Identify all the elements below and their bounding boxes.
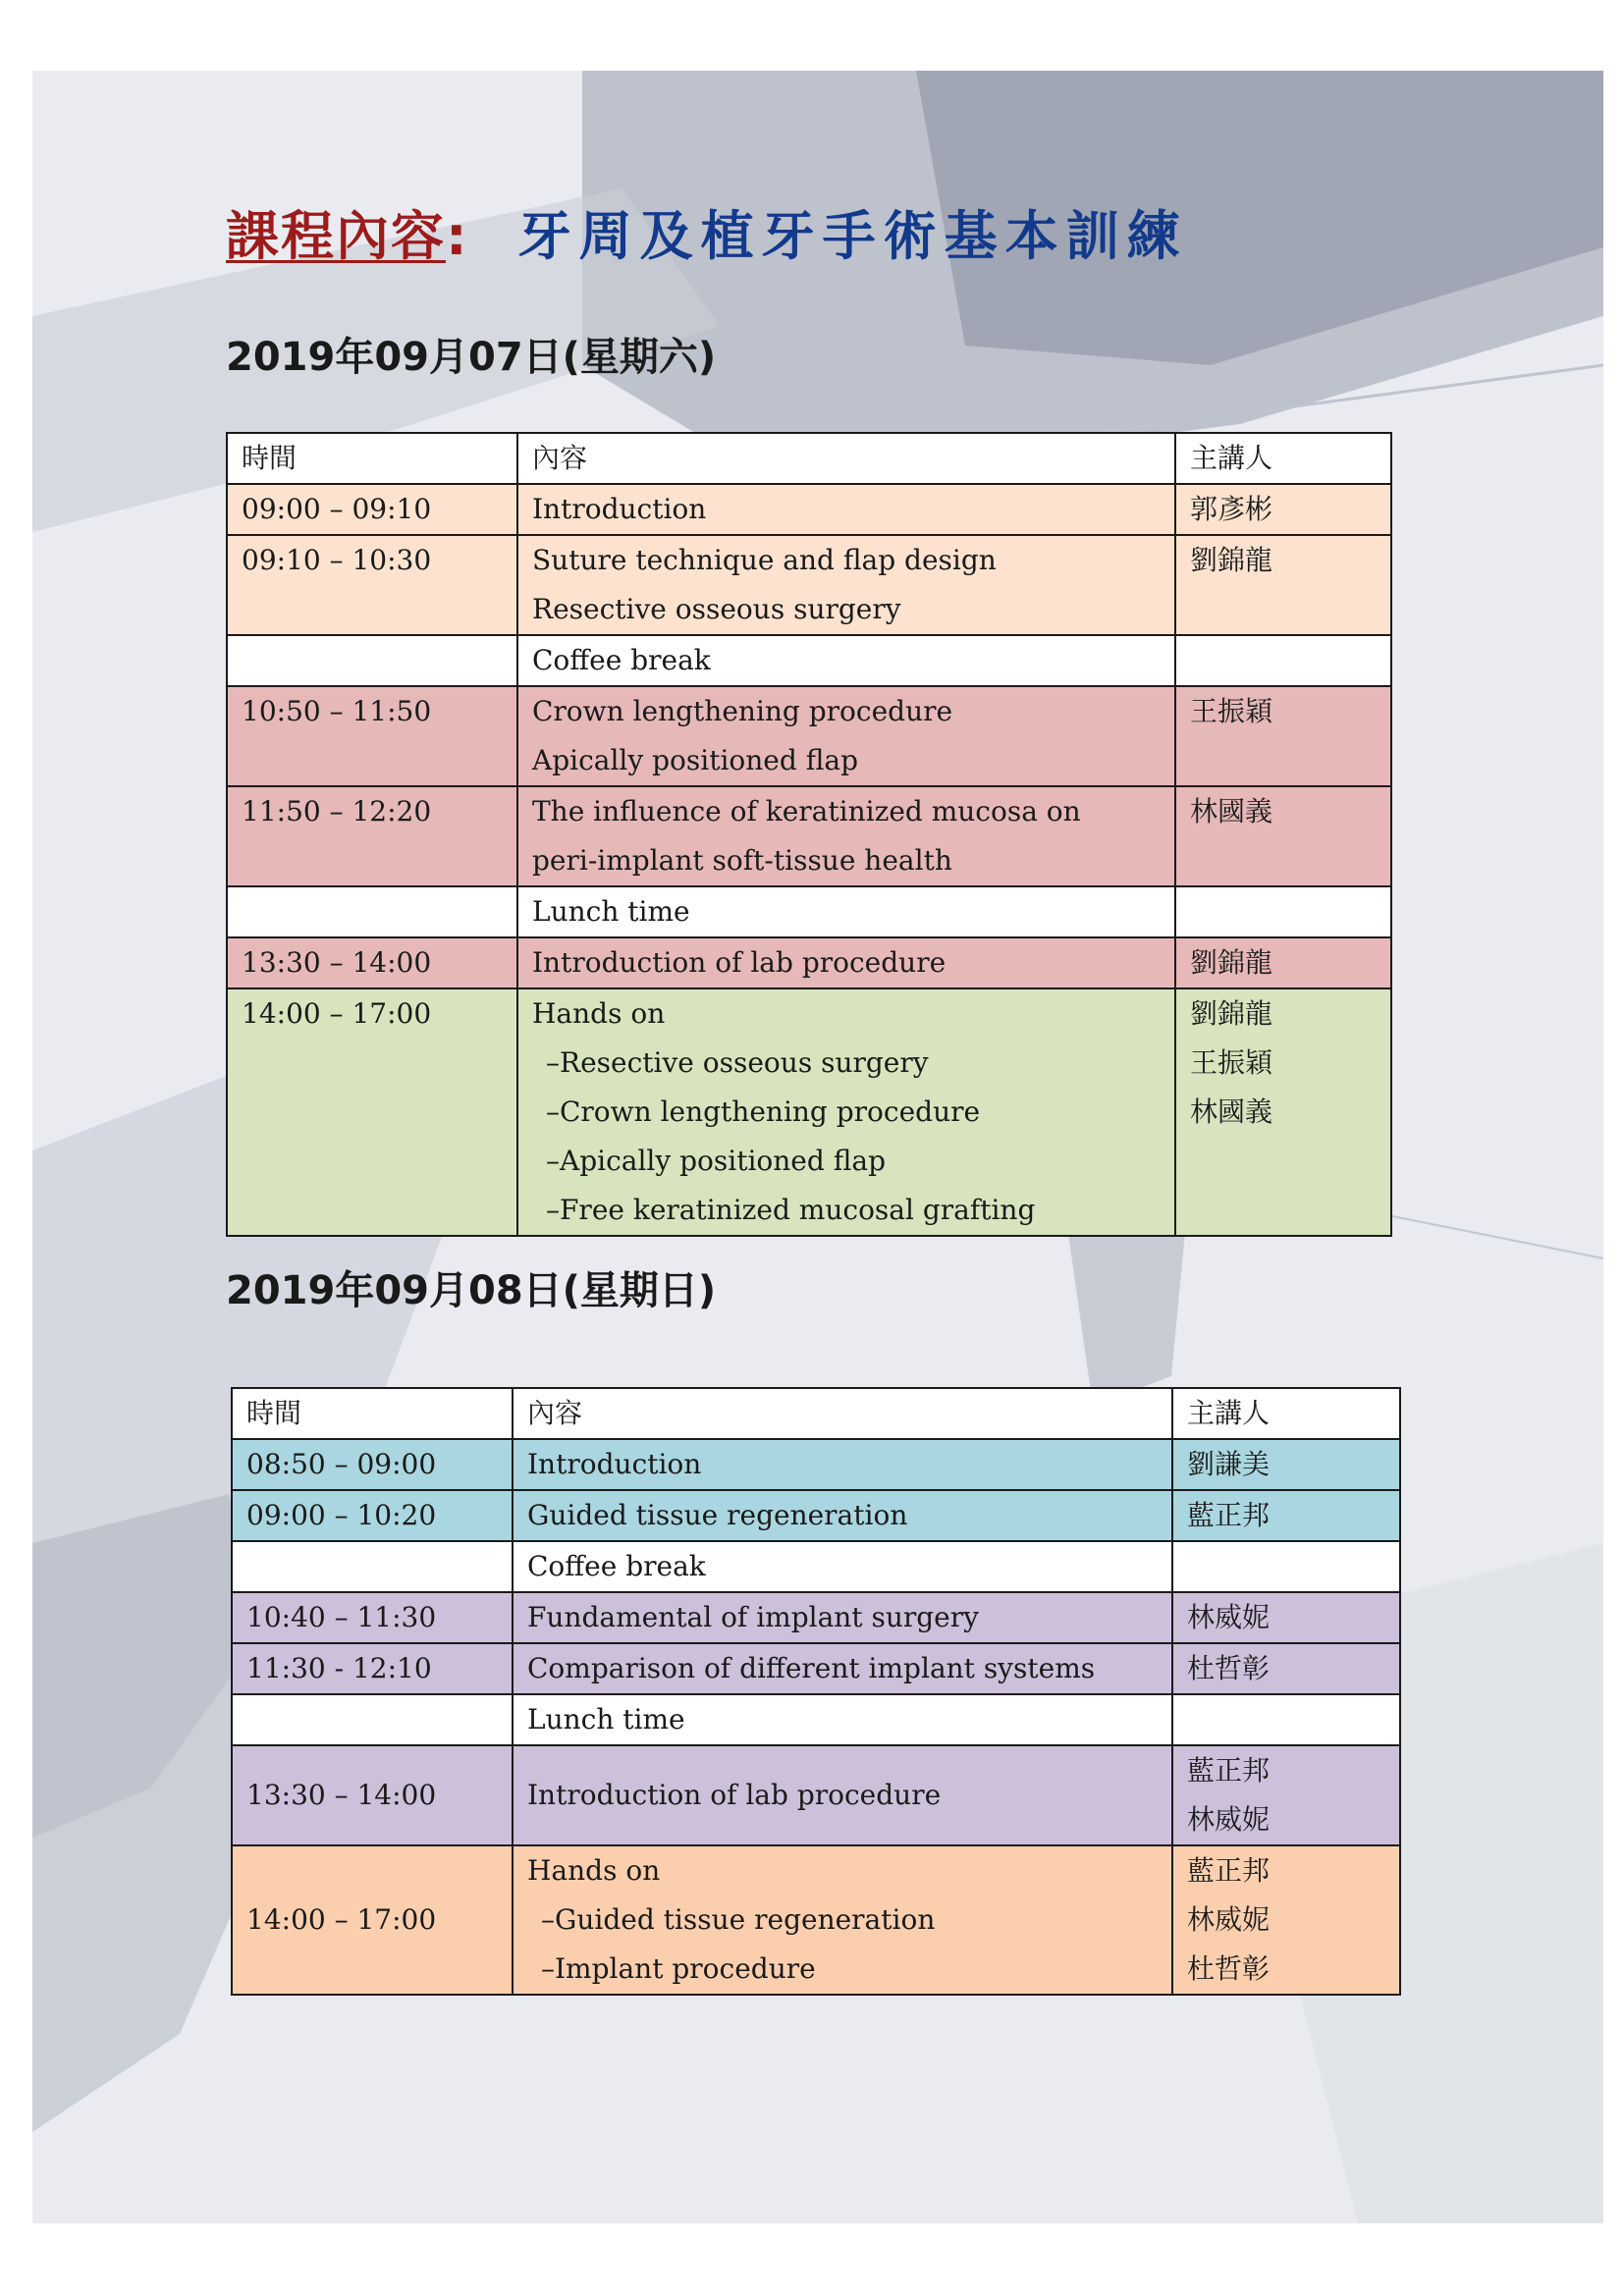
content-cell: [517, 686, 1175, 786]
speaker-name: 藍正邦: [1187, 1499, 1271, 1531]
speaker-name: 林威妮: [1187, 1803, 1271, 1836]
speaker-name: 劉錦龍: [1190, 997, 1273, 1030]
time-cell: [232, 1694, 513, 1745]
time-cell: 08:50 – 09:00: [232, 1439, 513, 1490]
speaker-name: 林威妮: [1187, 1601, 1271, 1633]
time-cell: 11:50 – 12:20: [227, 786, 517, 886]
content-line: –Free keratinized mucosal grafting: [546, 1194, 1036, 1226]
table-row: [232, 1439, 1400, 1490]
header-content: 內容: [517, 433, 1175, 484]
content-cell: [513, 1439, 1172, 1490]
time-cell: [232, 1541, 513, 1592]
content-line: –Apically positioned flap: [546, 1145, 886, 1177]
table-row: [232, 1643, 1400, 1694]
content-cell: [513, 1541, 1172, 1592]
course-title: [226, 194, 1188, 267]
content-line: The influence of keratinized mucosa on: [532, 795, 1081, 828]
speaker-cell: [1172, 1694, 1400, 1745]
speaker-name: 杜哲彰: [1187, 1652, 1271, 1684]
content-line: Apically positioned flap: [532, 744, 858, 776]
header-speaker: 主講人: [1175, 433, 1391, 484]
time-cell: 14:00 – 17:00: [232, 1845, 513, 1995]
time-cell: [227, 886, 517, 937]
content-cell: [513, 1694, 1172, 1745]
table-row: [227, 535, 1391, 635]
content-cell: [513, 1845, 1172, 1995]
content-line: peri-implant soft-tissue health: [532, 844, 952, 877]
time-cell: 14:00 – 17:00: [227, 988, 517, 1236]
speaker-name: 藍正邦: [1187, 1754, 1271, 1787]
table-header-row: [227, 433, 1391, 484]
content-line: –Implant procedure: [541, 1952, 816, 1985]
table-row: [232, 1745, 1400, 1845]
table-row: [232, 1592, 1400, 1643]
header-speaker: 主講人: [1172, 1388, 1400, 1439]
day2-date-heading: 2019年09月08日(星期日): [226, 1268, 717, 1313]
speaker-cell: [1175, 635, 1391, 686]
speaker-cell: [1175, 937, 1391, 988]
speaker-name: 王振穎: [1190, 1046, 1273, 1079]
content-cell: [517, 886, 1175, 937]
content-cell: [517, 635, 1175, 686]
table-row: [227, 686, 1391, 786]
content-line: Coffee break: [532, 644, 711, 676]
header-content: 內容: [513, 1388, 1172, 1439]
speaker-cell: [1172, 1643, 1400, 1694]
content-cell: [517, 937, 1175, 988]
time-cell: 10:40 – 11:30: [232, 1592, 513, 1643]
day1-date-heading: 2019年09月07日(星期六): [226, 335, 717, 380]
content-line: –Resective osseous surgery: [546, 1046, 929, 1079]
table-row: [227, 635, 1391, 686]
table-row: [227, 484, 1391, 535]
speaker-cell: [1175, 786, 1391, 886]
table-row: [232, 1694, 1400, 1745]
speaker-name: 劉錦龍: [1190, 544, 1273, 576]
day2-schedule-table: [231, 1387, 1401, 1996]
speaker-cell: [1175, 886, 1391, 937]
day1-schedule-table: [226, 432, 1392, 1237]
header-time: 時間: [227, 433, 517, 484]
content-line: Lunch time: [532, 895, 690, 928]
speaker-cell: [1172, 1592, 1400, 1643]
content-line: Resective osseous surgery: [532, 593, 901, 625]
speaker-name: 劉錦龍: [1190, 946, 1273, 979]
content-line: Lunch time: [527, 1703, 685, 1735]
speaker-name: 林國義: [1190, 1095, 1273, 1128]
content-line: Suture technique and flap design: [532, 544, 997, 576]
speaker-name: 王振穎: [1190, 695, 1273, 727]
speaker-name: 劉謙美: [1187, 1448, 1271, 1480]
speaker-name: 杜哲彰: [1187, 1952, 1271, 1985]
content-cell: [513, 1592, 1172, 1643]
content-line: Introduction: [532, 493, 707, 525]
table-row: [227, 988, 1391, 1236]
time-cell: 13:30 – 14:00: [232, 1745, 513, 1845]
table-row: [227, 786, 1391, 886]
content-line: –Crown lengthening procedure: [546, 1095, 981, 1128]
time-cell: 09:00 – 09:10: [227, 484, 517, 535]
speaker-name: 藍正邦: [1187, 1854, 1271, 1887]
speaker-cell: [1175, 686, 1391, 786]
speaker-name: 郭彥彬: [1190, 493, 1273, 525]
content-line: Introduction of lab procedure: [527, 1779, 942, 1811]
time-cell: [227, 635, 517, 686]
content-line: Comparison of different implant systems: [527, 1652, 1096, 1684]
content-line: –Guided tissue regeneration: [541, 1903, 936, 1936]
table-row: [232, 1541, 1400, 1592]
content-line: Fundamental of implant surgery: [527, 1601, 979, 1633]
content-cell: [513, 1490, 1172, 1541]
content-line: Introduction: [527, 1448, 702, 1480]
content-cell: [517, 484, 1175, 535]
course-title-separator: :: [446, 205, 469, 267]
table-row: [227, 937, 1391, 988]
speaker-cell: [1172, 1845, 1400, 1995]
speaker-cell: [1172, 1541, 1400, 1592]
content-line: Introduction of lab procedure: [532, 946, 947, 979]
content-cell: [517, 988, 1175, 1236]
speaker-cell: [1172, 1745, 1400, 1845]
speaker-cell: [1175, 988, 1391, 1236]
time-cell: 10:50 – 11:50: [227, 686, 517, 786]
speaker-cell: [1175, 535, 1391, 635]
speaker-name: 林國義: [1190, 795, 1273, 828]
content-line: Hands on: [527, 1854, 661, 1887]
content-line: Hands on: [532, 997, 666, 1030]
content-line: Guided tissue regeneration: [527, 1499, 908, 1531]
time-cell: 11:30 - 12:10: [232, 1643, 513, 1694]
time-cell: 13:30 – 14:00: [227, 937, 517, 988]
content-cell: [513, 1643, 1172, 1694]
table-row: [227, 886, 1391, 937]
content-line: Coffee break: [527, 1550, 706, 1582]
course-title-label: 課程內容: [226, 205, 446, 267]
table-row: [232, 1845, 1400, 1995]
content-cell: [517, 535, 1175, 635]
speaker-cell: [1172, 1490, 1400, 1541]
time-cell: 09:00 – 10:20: [232, 1490, 513, 1541]
speaker-name: 林威妮: [1187, 1903, 1271, 1936]
course-title-text: 牙周及植牙手術基本訓練: [517, 205, 1188, 267]
header-time: 時間: [232, 1388, 513, 1439]
table-header-row: [232, 1388, 1400, 1439]
table-row: [232, 1490, 1400, 1541]
content-cell: [513, 1745, 1172, 1845]
time-cell: 09:10 – 10:30: [227, 535, 517, 635]
speaker-cell: [1175, 484, 1391, 535]
content-cell: [517, 786, 1175, 886]
speaker-cell: [1172, 1439, 1400, 1490]
content-line: Crown lengthening procedure: [532, 695, 953, 727]
